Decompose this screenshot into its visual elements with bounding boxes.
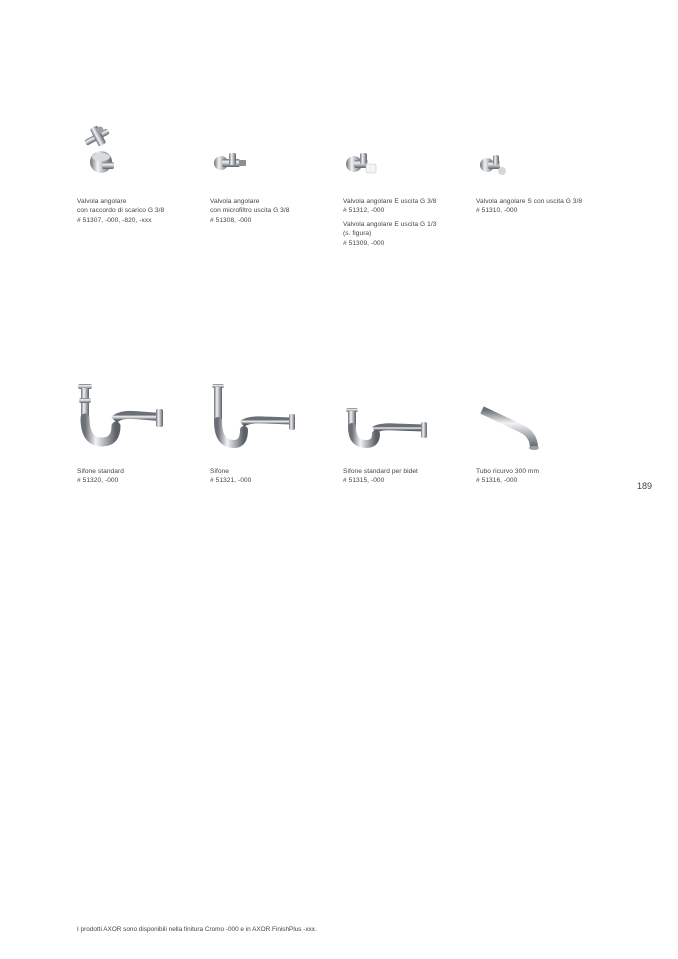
curved-pipe-icon [480, 404, 542, 450]
product-code: # 51307, -000, -820, -xxx [77, 216, 152, 224]
product-code: # 51321, -000 [210, 477, 252, 485]
angle-valve-drain-icon [80, 124, 116, 178]
bidet-siphon-icon [346, 408, 432, 448]
product-code: # 51315, -000 [343, 477, 385, 485]
product-detail: con raccordo di scarico G 3/8 [77, 207, 165, 215]
product-name: Valvola angolare S con uscita G 3/8 [476, 198, 583, 205]
angle-valve-e-icon [344, 150, 380, 178]
product-detail: con microfiltro uscita G 3/8 [210, 207, 290, 215]
product-name: Tubo ricurvo 300 mm [476, 468, 540, 475]
product-name: Valvola angolare [210, 198, 260, 205]
product-name: Valvola angolare E uscita G 3/8 [343, 198, 437, 205]
product-code: # 51316, -000 [476, 477, 518, 485]
footnote: I prodotti AXOR sono disponibili nella finitura Cromo -000 e in AXOR FinishPlus -xxx. [77, 926, 317, 933]
standard-siphon-icon [78, 384, 166, 448]
product-code: # 51310, -000 [476, 207, 518, 215]
product-name: Sifone standard per bidet [343, 468, 418, 475]
product-code: # 51308, -000 [210, 216, 252, 224]
product-name: Sifone [210, 468, 229, 475]
angle-valve-s-icon [478, 152, 510, 178]
product-code: # 51312, -000 [343, 207, 385, 215]
product-code: # 51320, -000 [77, 477, 119, 485]
product-variant-note: (s. figura) [343, 230, 372, 238]
angle-valve-filter-icon [212, 150, 248, 176]
product-variant-name: Valvola angolare E uscita G 1/3 [343, 220, 437, 228]
siphon-icon [212, 384, 298, 448]
product-variant-code: # 51309, -000 [343, 239, 385, 247]
product-name: Sifone standard [77, 468, 124, 475]
page-number: 189 [637, 481, 653, 491]
product-name: Valvola angolare [77, 198, 127, 205]
